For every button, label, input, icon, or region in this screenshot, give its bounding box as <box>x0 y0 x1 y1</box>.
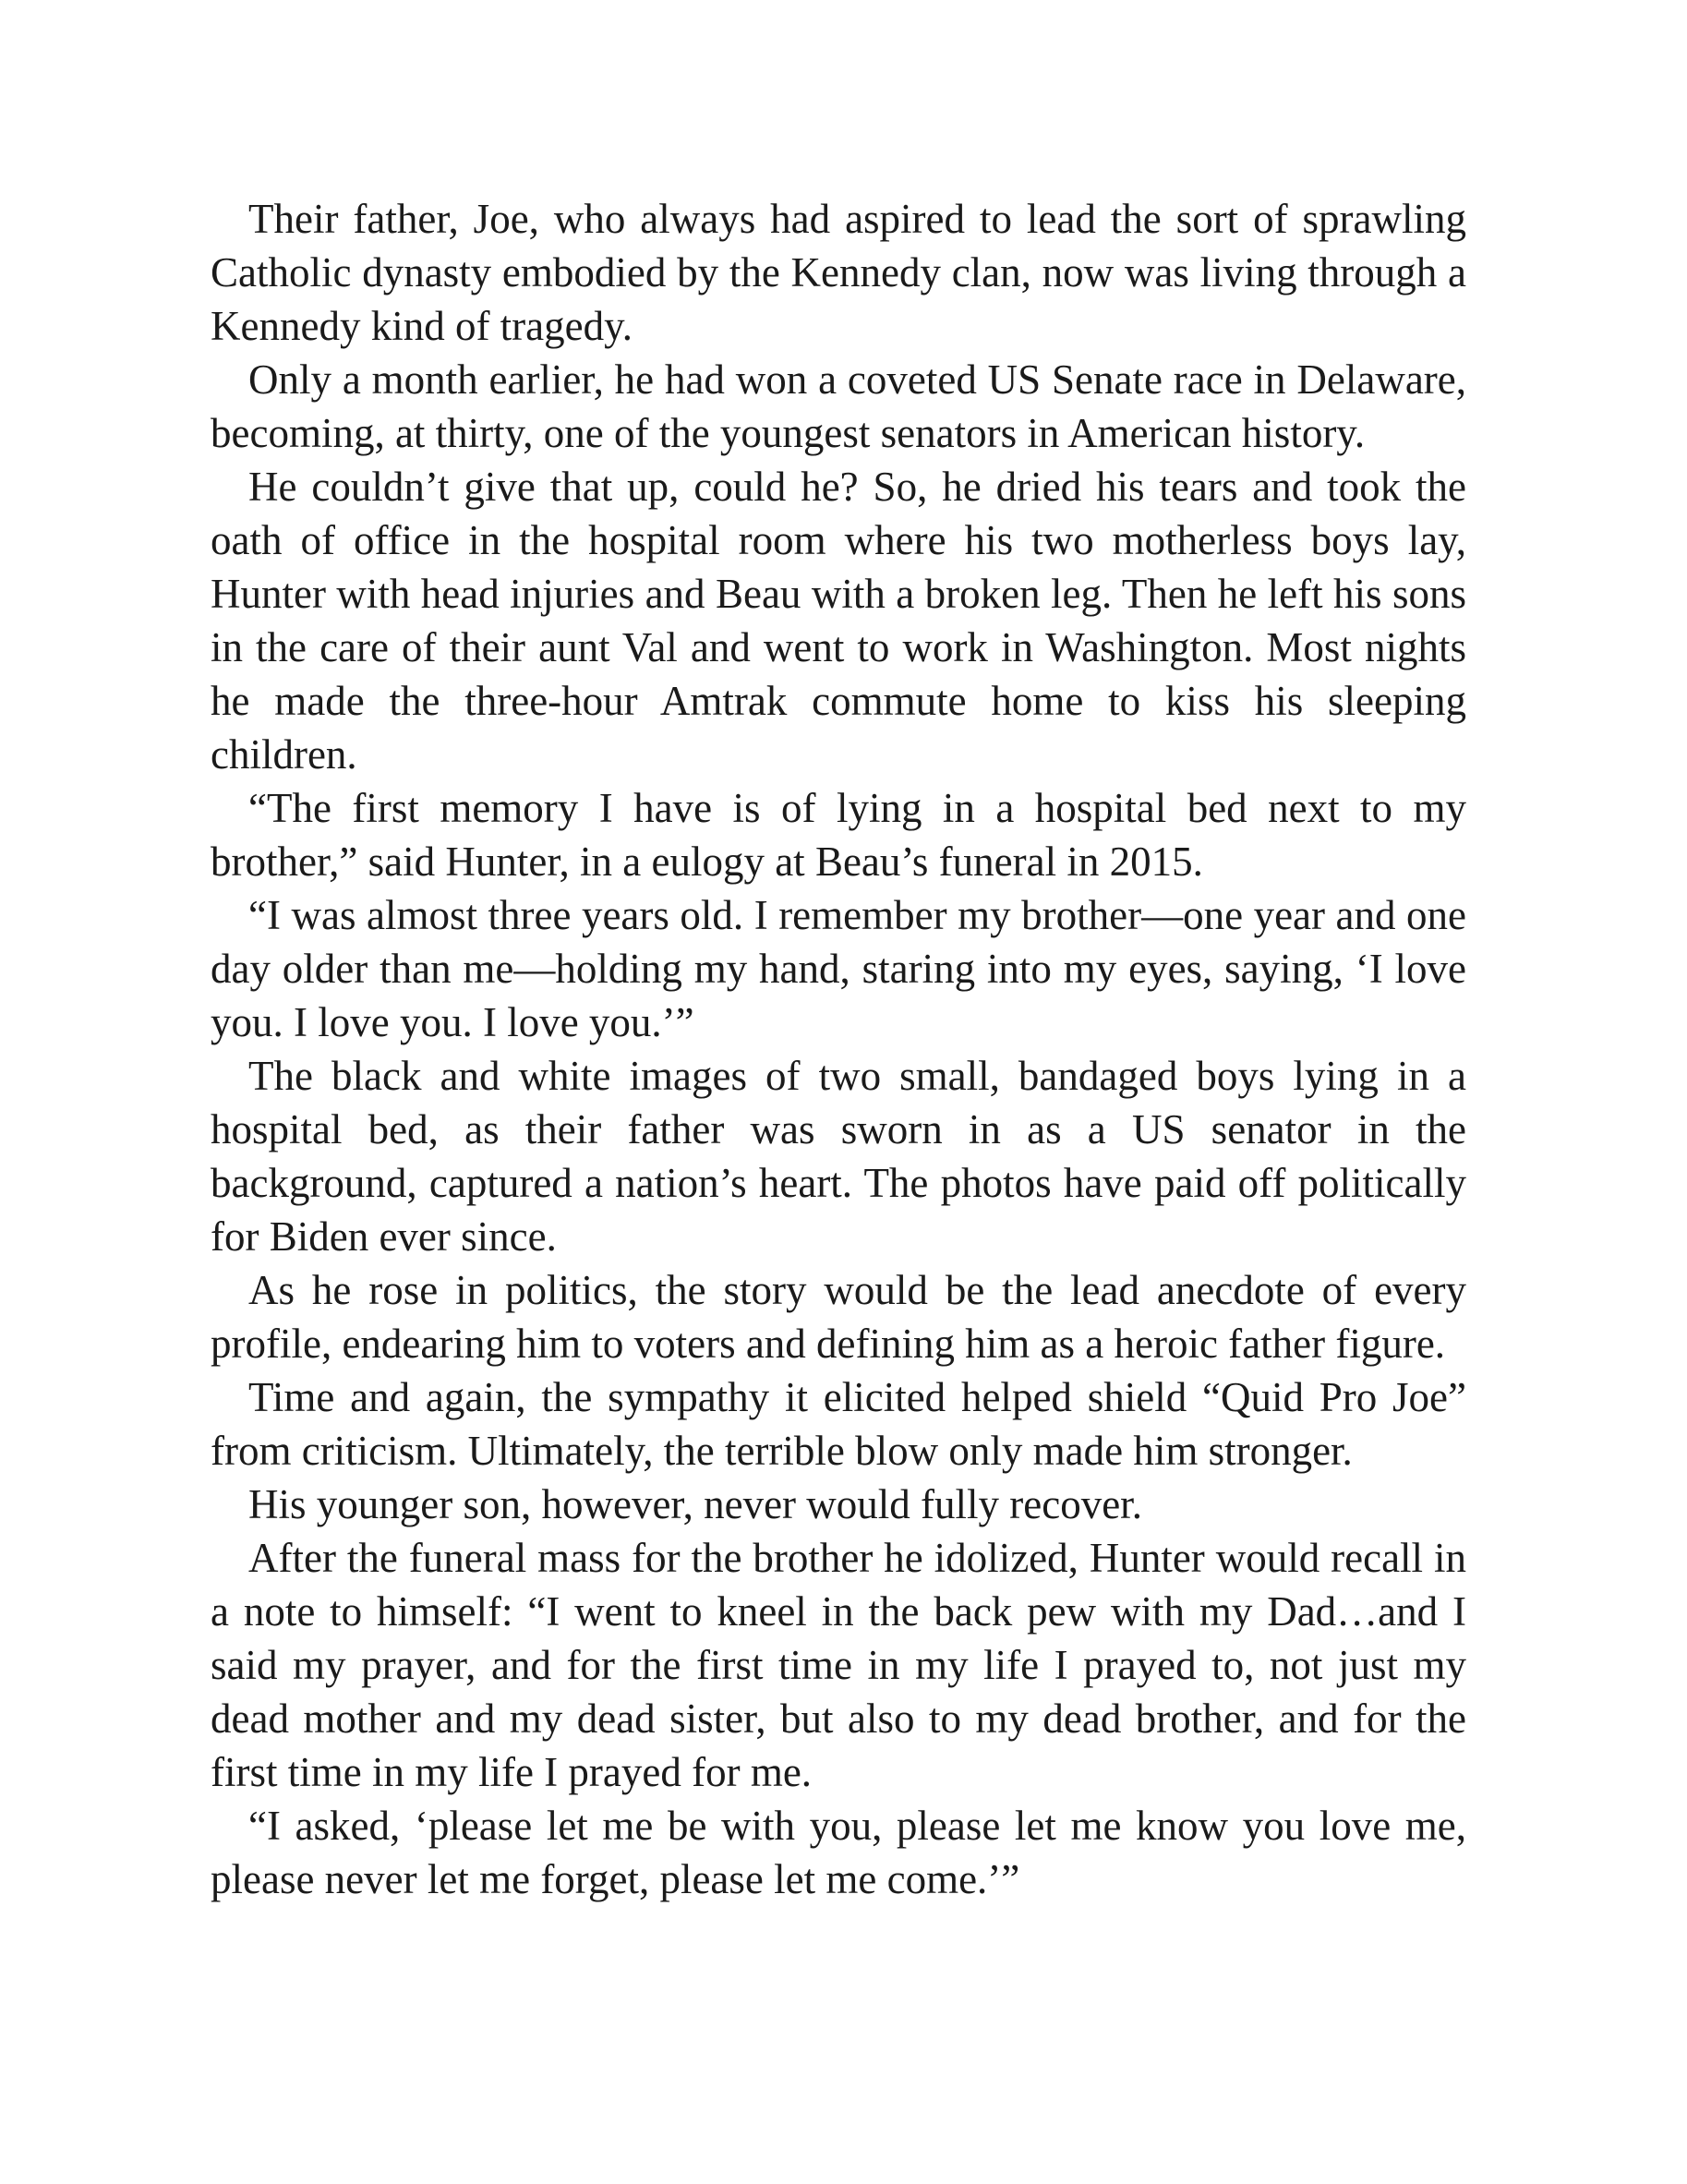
paragraph-1: Their father, Joe, who always had aspired to lead the sort of sprawling Catholic dynasty embodied by the Kennedy clan, now was living through a Kennedy kind of tragedy. <box>211 196 1466 349</box>
paragraph-6: The black and white images of two small, bandaged boys lying in a hospital bed, as their father was sworn in as a US senator in the background, captured a nation’s heart. The photos have paid off politically for Biden ever since. <box>211 1053 1466 1260</box>
paragraph-9: His younger son, however, never would fully recover. <box>248 1481 1142 1527</box>
paragraph-7: As he rose in politics, the story would be the lead anecdote of every profile, endearing him to voters and defining him as a heroic father figure. <box>211 1267 1466 1367</box>
paragraph-5: “I was almost three years old. I remember my brother—one year and one day older than me—holding my hand, staring into my eyes, saying, ‘I love you. I love you. I love you.’” <box>211 892 1466 1045</box>
paragraph-10: After the funeral mass for the brother he idolized, Hunter would recall in a note to himself: “I went to kneel in the back pew with my Dad…and I said my prayer, and for the first time in my life I prayed to, not just my dead mother and my dead sister, but also to my dead brother, and for the first time in my life I prayed for me. <box>211 1535 1466 1795</box>
paragraph-2: Only a month earlier, he had won a coveted US Senate race in Delaware, becoming, at thirty, one of the youngest senators in American history. <box>211 356 1466 456</box>
book-page-body <box>211 192 1466 1906</box>
paragraph-11: “I asked, ‘please let me be with you, please let me know you love me, please never let me forget, please let me come.’” <box>211 1803 1466 1902</box>
paragraph-3: He couldn’t give that up, could he? So, he dried his tears and took the oath of office in the hospital room where his two motherless boys lay, Hunter with head injuries and Beau with a broken leg. Then he left his sons in the care of their aunt Val and went to work in Washington. Most nights he made the three-hour Amtrak commute home to kiss his sleeping children. <box>211 464 1466 778</box>
paragraph-4: “The first memory I have is of lying in a hospital bed next to my brother,” said Hunter, in a eulogy at Beau’s funeral in 2015. <box>211 785 1466 885</box>
paragraph-8: Time and again, the sympathy it elicited helped shield “Quid Pro Joe” from criticism. Ultimately, the terrible blow only made him stronger. <box>211 1374 1466 1474</box>
